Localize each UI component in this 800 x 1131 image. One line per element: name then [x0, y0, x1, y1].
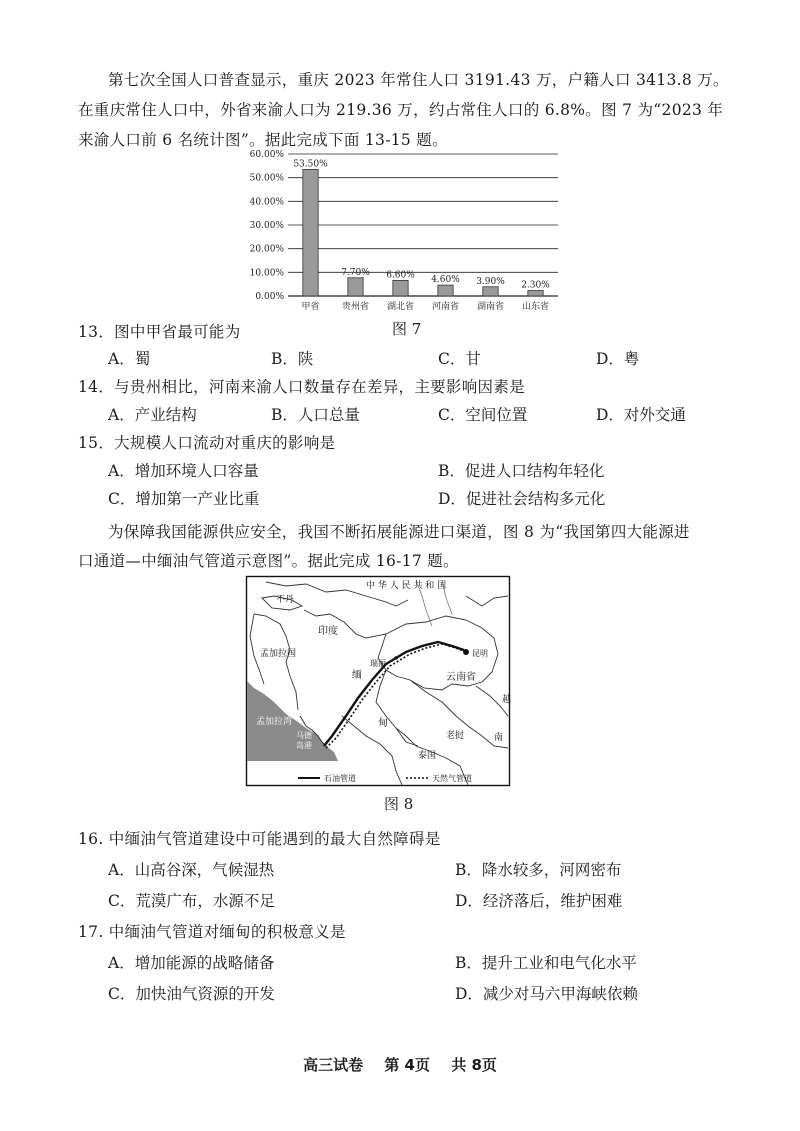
- bar-value-label: 53.50%: [293, 159, 328, 170]
- x-category-label: 湖南省: [476, 302, 505, 312]
- q14-option-d[interactable]: D．对外交通: [596, 406, 686, 424]
- q14-option-c[interactable]: C．空间位置: [438, 406, 528, 424]
- label-myanmar-2: 甸: [378, 718, 388, 729]
- label-yunnan: 云南省: [446, 672, 476, 683]
- q16-option-d[interactable]: D．经济落后，维护困难: [455, 892, 623, 910]
- q16-option-b[interactable]: B．降水较多，河网密布: [455, 861, 622, 879]
- y-tick-label: 0.00%: [255, 292, 284, 302]
- bar-value-label: 3.90%: [476, 276, 505, 287]
- label-bay: 孟加拉湾: [256, 717, 293, 727]
- label-myanmar-1: 缅: [352, 670, 362, 681]
- label-thailand: 泰国: [418, 751, 437, 761]
- bar-value-label: 7.70%: [341, 267, 370, 278]
- label-port-2: 岛港: [296, 741, 312, 750]
- y-tick-label: 60.00%: [249, 150, 284, 160]
- footer-total: 共 8页: [451, 1056, 497, 1074]
- q13-option-c[interactable]: C．甘: [438, 350, 481, 368]
- bar-value-label: 6.60%: [386, 270, 415, 281]
- label-bangladesh: 孟加拉国: [260, 649, 297, 659]
- bar: [303, 169, 318, 296]
- ruili-marker: [394, 656, 398, 660]
- bar: [438, 285, 453, 296]
- q17-option-a[interactable]: A．增加能源的战略储备: [108, 954, 275, 972]
- intro2-line2: 口通道—中缅油气管道示意图”。据此完成 16-17 题。: [78, 552, 459, 570]
- label-vietnam-1: 越: [502, 695, 512, 705]
- q13-option-d[interactable]: D．粤: [596, 350, 640, 368]
- intro1-line1: 第七次全国人口普查显示，重庆 2023 年常住人口 3191.43 万，户籍人口 3413.8 万。: [108, 71, 729, 89]
- bar: [393, 280, 408, 296]
- q17-option-c[interactable]: C．加快油气资源的开发: [108, 985, 275, 1003]
- label-kunming: 昆明: [472, 649, 488, 658]
- bar: [483, 287, 498, 296]
- bar-value-label: 2.30%: [521, 280, 550, 291]
- x-category-label: 贵州省: [341, 302, 370, 312]
- q17-option-b[interactable]: B．提升工业和电气化水平: [455, 954, 637, 972]
- x-category-label: 山东省: [521, 302, 550, 312]
- legend-oil-label: 石油管道: [324, 774, 356, 783]
- q17-option-d[interactable]: D．减少对马六甲海峡依赖: [455, 985, 638, 1003]
- intro2-line1: 为保障我国能源供应安全，我国不断拓展能源进口渠道，图 8 为“我国第四大能源进: [108, 523, 690, 541]
- bar: [528, 291, 543, 296]
- footer-exam: 高三试卷: [303, 1056, 364, 1074]
- y-tick-label: 10.00%: [249, 268, 284, 279]
- q16-option-c[interactable]: C．荒漠广布，水源不足: [108, 892, 275, 910]
- q15-option-a[interactable]: A．增加环境人口容量: [108, 462, 259, 480]
- label-vietnam-2: 南: [494, 733, 504, 743]
- y-tick-label: 20.00%: [249, 244, 284, 255]
- q14-option-b[interactable]: B．人口总量: [271, 406, 360, 424]
- bar: [348, 278, 363, 296]
- figure7-caption: 图 7: [392, 320, 422, 338]
- page-footer: [0, 1054, 800, 1075]
- y-tick-label: 40.00%: [249, 197, 284, 208]
- pipeline-map: [246, 576, 510, 786]
- label-bhutan: 不丹: [276, 595, 295, 605]
- q14-option-a[interactable]: A．产业结构: [108, 406, 197, 424]
- intro1-line2: 在重庆常住人口中，外省来渝人口为 219.36 万，约占常住人口的 6.8%。图 7 为“2023 年: [78, 101, 724, 119]
- q15-option-d[interactable]: D．促进社会结构多元化: [438, 490, 606, 508]
- q15-option-c[interactable]: C．增加第一产业比重: [108, 490, 260, 508]
- label-china: 中 华 人 民 共 和 国: [366, 581, 447, 591]
- label-india: 印度: [318, 626, 338, 637]
- y-tick-label: 30.00%: [249, 221, 284, 231]
- x-category-label: 甲省: [301, 302, 320, 312]
- q17-stem: 17. 中缅油气管道对缅甸的积极意义是: [78, 923, 346, 941]
- footer-page: 第 4页: [384, 1056, 430, 1074]
- x-category-label: 河南省: [431, 302, 460, 312]
- kunming-marker: [463, 649, 469, 655]
- q13-stem: 13．图中甲省最可能为: [78, 323, 241, 341]
- label-laos: 老挝: [446, 731, 465, 741]
- q13-option-a[interactable]: A．蜀: [108, 350, 151, 368]
- q16-option-a[interactable]: A．山高谷深，气候湿热: [108, 861, 275, 879]
- figure8-caption: 图 8: [384, 795, 414, 813]
- intro1-line3: 来渝人口前 6 名统计图”。据此完成下面 13-15 题。: [78, 131, 448, 149]
- q15-stem: 15．大规模人口流动对重庆的影响是: [78, 434, 336, 452]
- q15-option-b[interactable]: B．促进人口结构年轻化: [438, 462, 605, 480]
- q13-option-b[interactable]: B．陕: [271, 350, 314, 368]
- legend-gas-label: 天然气管道: [432, 774, 472, 783]
- y-tick-label: 50.00%: [249, 173, 284, 184]
- q16-stem: 16. 中缅油气管道建设中可能遇到的最大自然障碍是: [78, 830, 441, 848]
- x-category-label: 湖北省: [386, 302, 415, 312]
- label-ruili: 瑞丽: [370, 659, 386, 668]
- population-bar-chart: [236, 146, 566, 318]
- q14-stem: 14．与贵州相比，河南来渝人口数量存在差异，主要影响因素是: [78, 378, 525, 396]
- label-port-1: 马德: [296, 731, 312, 740]
- bar-value-label: 4.60%: [431, 275, 460, 286]
